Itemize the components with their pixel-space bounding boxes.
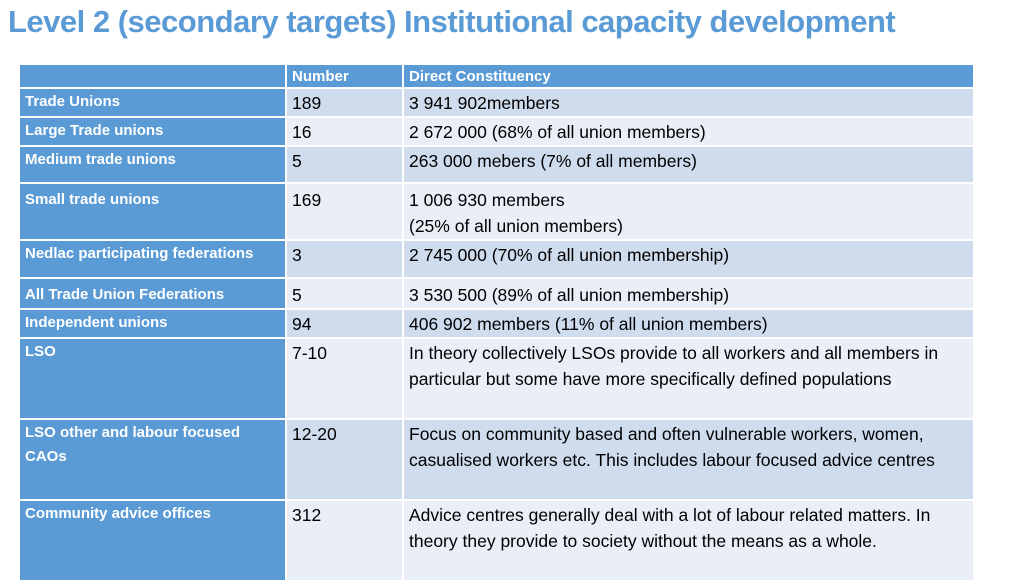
row-number: 94 bbox=[286, 309, 403, 338]
table-row bbox=[19, 183, 974, 240]
row-constituency: 263 000 mebers (7% of all members) bbox=[403, 146, 974, 183]
header-cell-category bbox=[19, 64, 286, 88]
row-label: Trade Unions bbox=[19, 88, 286, 117]
row-constituency: 1 006 930 members (25% of all union members) bbox=[403, 183, 974, 240]
row-constituency: 3 941 902members bbox=[403, 88, 974, 117]
table-row bbox=[19, 338, 974, 419]
row-label: Small trade unions bbox=[19, 183, 286, 240]
row-label: LSO other and labour focused CAOs bbox=[19, 419, 286, 500]
row-number: 189 bbox=[286, 88, 403, 117]
table-header-row bbox=[19, 64, 974, 88]
table-row bbox=[19, 309, 974, 338]
row-number: 5 bbox=[286, 278, 403, 309]
row-label: Large Trade unions bbox=[19, 117, 286, 146]
slide-title: Level 2 (secondary targets) Institutional capacity development bbox=[8, 4, 896, 39]
row-number: 12-20 bbox=[286, 419, 403, 500]
row-label: Nedlac participating federations bbox=[19, 240, 286, 278]
table-row bbox=[19, 278, 974, 309]
row-label: All Trade Union Federations bbox=[19, 278, 286, 309]
row-label: Independent unions bbox=[19, 309, 286, 338]
row-constituency: Advice centres generally deal with a lot of labour related matters. In theory they provide to society without the means as a whole. bbox=[403, 500, 974, 581]
table-row bbox=[19, 88, 974, 117]
capacity-table bbox=[18, 63, 975, 582]
row-label: Medium trade unions bbox=[19, 146, 286, 183]
table-row bbox=[19, 240, 974, 278]
table-row bbox=[19, 500, 974, 581]
table-row bbox=[19, 146, 974, 183]
header-cell-number: Number bbox=[286, 64, 403, 88]
row-constituency: 3 530 500 (89% of all union membership) bbox=[403, 278, 974, 309]
row-number: 169 bbox=[286, 183, 403, 240]
row-number: 5 bbox=[286, 146, 403, 183]
row-number: 312 bbox=[286, 500, 403, 581]
table-row bbox=[19, 117, 974, 146]
row-constituency: 2 672 000 (68% of all union members) bbox=[403, 117, 974, 146]
table-row bbox=[19, 419, 974, 500]
row-number: 3 bbox=[286, 240, 403, 278]
row-number: 16 bbox=[286, 117, 403, 146]
row-constituency: 2 745 000 (70% of all union membership) bbox=[403, 240, 974, 278]
row-constituency: Focus on community based and often vulnerable workers, women, casualised workers etc. This includes labour focused advice centres bbox=[403, 419, 974, 500]
row-number: 7-10 bbox=[286, 338, 403, 419]
row-constituency: In theory collectively LSOs provide to all workers and all members in particular but some have more specifically defined populations bbox=[403, 338, 974, 419]
row-label: LSO bbox=[19, 338, 286, 419]
header-cell-constituency: Direct Constituency bbox=[403, 64, 974, 88]
row-label: Community advice offices bbox=[19, 500, 286, 581]
row-constituency: 406 902 members (11% of all union members) bbox=[403, 309, 974, 338]
